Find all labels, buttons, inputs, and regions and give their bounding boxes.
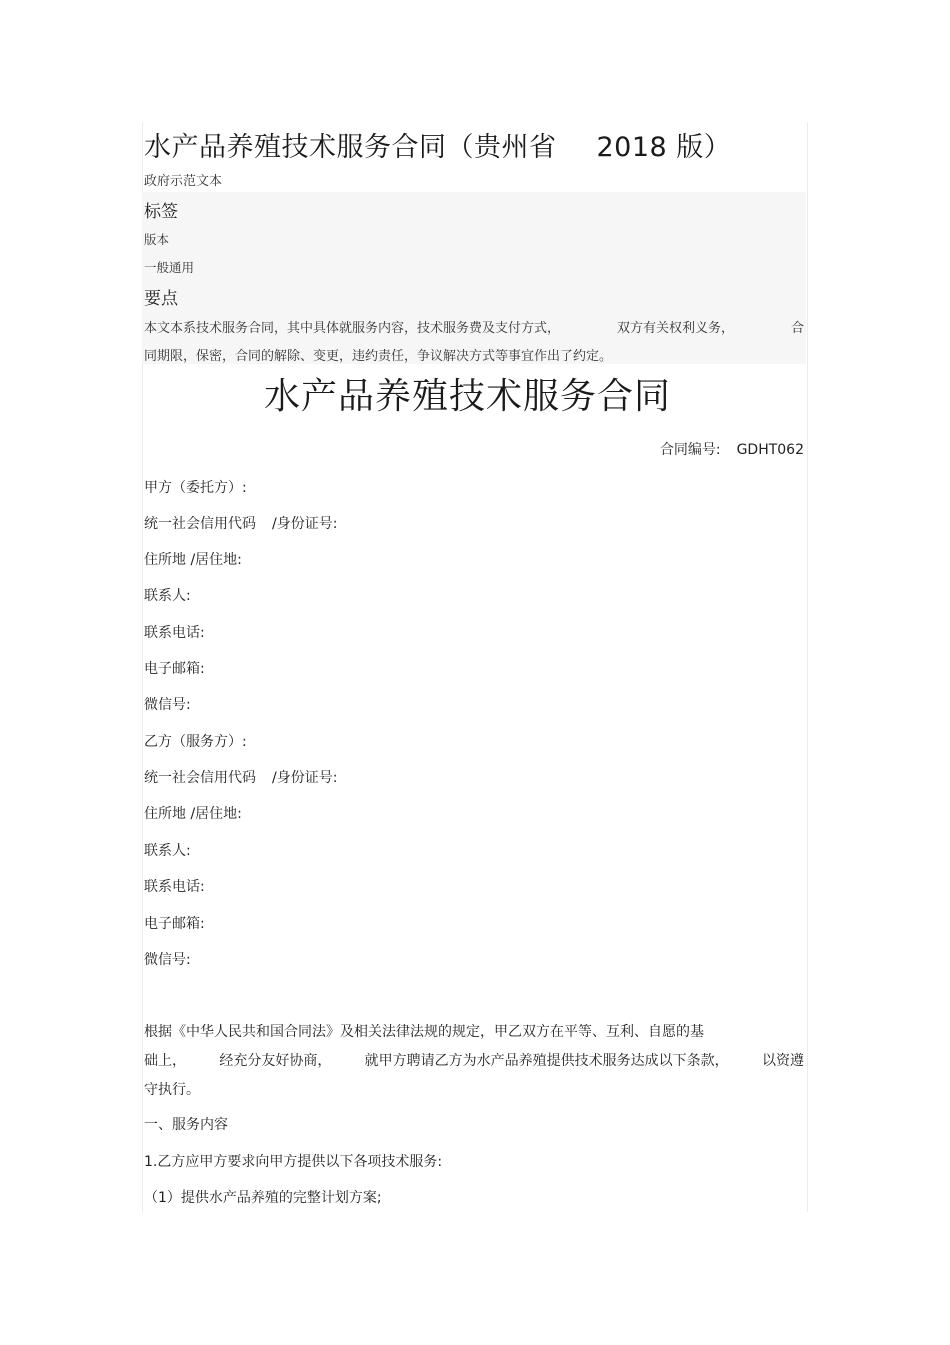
clause1-item1: （1）提供水产品养殖的完整计划方案; — [144, 1190, 382, 1206]
party-a-email: 电子邮箱: — [144, 661, 205, 677]
preamble-paragraph — [144, 1018, 804, 1105]
preamble-line2-part-b: 经充分友好协商， — [219, 1053, 332, 1069]
party-b-id-label: /身份证号: — [272, 770, 338, 786]
preamble-line3: 守执行。 — [144, 1082, 200, 1098]
summary-line1-part-a: 本文本系技术服务合同，其中具体就服务内容，技术服务费及支付方式， — [144, 321, 561, 336]
party-a-credit-code — [144, 513, 337, 533]
party-a-id-label: /身份证号: — [272, 516, 338, 532]
preamble-line2-part-d: 以资遵 — [761, 1053, 804, 1069]
party-b-address: 住所地 /居住地: — [144, 806, 242, 822]
summary-line2: 同期限，保密，合同的解除、变更，违约责任，争议解决方式等事宜作出了约定。 — [144, 349, 613, 364]
party-b-credit-code-label: 统一社会信用代码 — [144, 770, 256, 786]
document-title-version: 2018 版） — [596, 132, 732, 163]
party-b-wechat: 微信号: — [144, 952, 191, 968]
contract-number-label: 合同编号: — [659, 442, 721, 458]
contract-number-value: GDHT062 — [736, 442, 804, 458]
party-a-wechat: 微信号: — [144, 697, 191, 713]
party-b-contact: 联系人: — [144, 843, 191, 859]
document-subtitle: 政府示范文本 — [144, 174, 223, 189]
summary-line1-part-b: 双方有关权利义务， — [616, 321, 734, 336]
tag-version: 版本 — [144, 232, 170, 247]
key-points-heading: 要点 — [144, 289, 178, 309]
document-title-main: 水产品养殖技术服务合同（贵州省 — [144, 132, 557, 163]
document-title — [144, 125, 731, 164]
party-a-heading: 甲方（委托方）: — [144, 480, 247, 496]
party-b-credit-code — [144, 767, 337, 787]
clause1: 1.乙方应甲方要求向甲方提供以下各项技术服务: — [144, 1154, 443, 1170]
contract-number — [660, 439, 804, 459]
summary-text — [144, 315, 804, 371]
tag-general: 一般通用 — [144, 260, 195, 275]
party-a-credit-code-label: 统一社会信用代码 — [144, 516, 256, 532]
party-b-email: 电子邮箱: — [144, 916, 205, 932]
preamble-line2-part-a: 础上， — [144, 1053, 186, 1069]
party-b-heading: 乙方（服务方）: — [144, 734, 247, 750]
tags-heading: 标签 — [144, 202, 178, 222]
party-a-contact: 联系人: — [144, 588, 191, 604]
section1-heading: 一、服务内容 — [144, 1117, 228, 1133]
preamble-line1: 根据《中华人民共和国合同法》及相关法律法规的规定，甲乙双方在平等、互利、自愿的基 — [144, 1024, 704, 1040]
preamble-line2-part-c: 就甲方聘请乙方为水产品养殖提供技术服务达成以下条款， — [364, 1053, 729, 1069]
summary-line1-part-c: 合 — [790, 321, 804, 336]
party-a-address: 住所地 /居住地: — [144, 552, 242, 568]
contract-title: 水产品养殖技术服务合同 — [264, 376, 672, 417]
party-b-phone: 联系电话: — [144, 879, 205, 895]
party-a-phone: 联系电话: — [144, 625, 205, 641]
